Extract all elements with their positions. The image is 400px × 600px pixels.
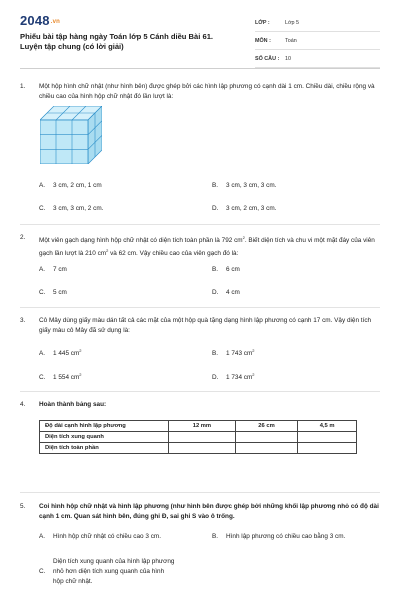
title-line-2: Luyện tập chung (có lời giải) [20, 42, 124, 51]
option-5a[interactable]: A. Hình hộp chữ nhật có chiều cao 3 cm. [39, 533, 162, 540]
option-3c[interactable]: C. 1 554 $cm^2$ [39, 372, 82, 382]
question-1 [20, 82, 380, 102]
meta-subject [255, 32, 380, 50]
question-divider [20, 224, 380, 225]
table-header-cell: 12 mm [169, 421, 236, 432]
meta-key: LỚP : [255, 19, 270, 26]
question-number: 4. [20, 401, 26, 408]
question-number: 5. [20, 503, 26, 510]
question-divider [20, 307, 380, 308]
table-row-label: Diện tích xung quanh [40, 432, 169, 443]
meta-class [255, 14, 380, 32]
table-row-label: Diện tích toàn phần [40, 443, 169, 454]
question-text: Một viên gạch dạng hình hộp chữ nhật có diện tích toàn phần là 792 $cm^2$. Biết diện tích và chu vi một mặt đáy của viên gạch lần lượt là 210 $cm^2$ và 62 cm. Vậy chiều cao của viên gạch đó là: [39, 235, 375, 258]
option-2b[interactable]: B. 6 cm [212, 266, 240, 273]
option-5b[interactable]: B. Hình lập phương có chiều cao bằng 3 cm. [212, 533, 346, 540]
question-divider [20, 492, 380, 493]
meta-count [255, 50, 380, 68]
table-row [40, 432, 357, 443]
meta-key: MÔN : [255, 37, 271, 44]
option-2c[interactable]: C. 5 cm [39, 289, 67, 296]
meta-value: Lớp 5 [285, 19, 300, 26]
option-1d[interactable]: D. 3 cm, 2 cm, 3 cm. [212, 205, 277, 212]
question-2 [20, 233, 380, 259]
table-row [40, 443, 357, 454]
option-3b[interactable]: B. 1 743 $cm^2$ [212, 348, 255, 358]
question-text: Cô Mây dùng giấy màu dán tất cả các mặt của một hộp quà tặng dạng hình lập phương có cạnh 17 cm. Vậy diện tích giấy màu cô Mây đã sử dụng là: [39, 317, 372, 334]
table-header-cell: 26 cm [235, 421, 297, 432]
table-header-row [40, 421, 357, 432]
side-area-table [39, 420, 357, 454]
question-number: 2. [20, 234, 26, 241]
option-2a[interactable]: A. 7 cm [39, 266, 67, 273]
document-title [20, 32, 230, 52]
question-5 [20, 502, 380, 522]
table-cell-empty[interactable] [298, 432, 357, 443]
meta-value: 10 [285, 55, 291, 62]
question-number: 3. [20, 317, 26, 324]
question-text: Hoàn thành bảng sau: [39, 401, 107, 408]
site-logo[interactable] [20, 13, 60, 28]
question-text: Coi hình hộp chữ nhật và hình lập phương (như hình bên được ghép bởi những khối lập phương nhỏ có độ dài cạnh 1 cm. Quan sát hình bên, đúng ghi Đ, sai ghi S vào ô trống. [39, 503, 379, 520]
table-header-cell: Độ dài cạnh hình lập phương [40, 421, 169, 432]
question-text: Một hộp hình chữ nhật (như hình bên) được ghép bởi các hình lập phương có cạnh dài 1 cm. Chiều dài, chiều rộng và chiều cao của hình hộp chữ nhật đó lần lượt là: [39, 83, 375, 100]
cube-figure [40, 106, 102, 164]
table-cell-empty[interactable] [298, 443, 357, 454]
option-1c[interactable]: C. 3 cm, 3 cm, 2 cm. [39, 205, 104, 212]
meta-value: Toán [285, 37, 297, 44]
option-5c[interactable]: C. Diện tích xung quanh của hình lập phương nhỏ hơn diện tích xung quanh của hình hộp chữ nhật. [39, 558, 175, 585]
title-line-1: Phiếu bài tập hàng ngày Toán lớp 5 Cánh diều Bài 61. [20, 32, 214, 41]
option-1b[interactable]: B. 3 cm, 3 cm, 3 cm. [212, 182, 277, 189]
option-3a[interactable]: A. 1 445 $cm^2$ [39, 348, 82, 358]
option-1a[interactable]: A. 3 cm, 2 cm, 1 cm [39, 182, 102, 189]
option-2d[interactable]: D. 4 cm [212, 289, 240, 296]
header-divider [20, 68, 380, 69]
question-divider [20, 391, 380, 392]
table-cell-empty[interactable] [169, 432, 236, 443]
meta-key: SỐ CÂU : [255, 55, 280, 62]
logo-suffix: .vn [50, 19, 61, 25]
table-cell-empty[interactable] [235, 432, 297, 443]
table-cell-empty[interactable] [235, 443, 297, 454]
question-number: 1. [20, 83, 26, 90]
meta-info [255, 14, 380, 68]
question-3 [20, 316, 380, 336]
logo-main: 2048 [20, 13, 50, 28]
question-4 [20, 400, 380, 410]
table-header-cell: 4,5 m [298, 421, 357, 432]
table-cell-empty[interactable] [169, 443, 236, 454]
option-3d[interactable]: D. 1 734 $cm^2$ [212, 372, 255, 382]
